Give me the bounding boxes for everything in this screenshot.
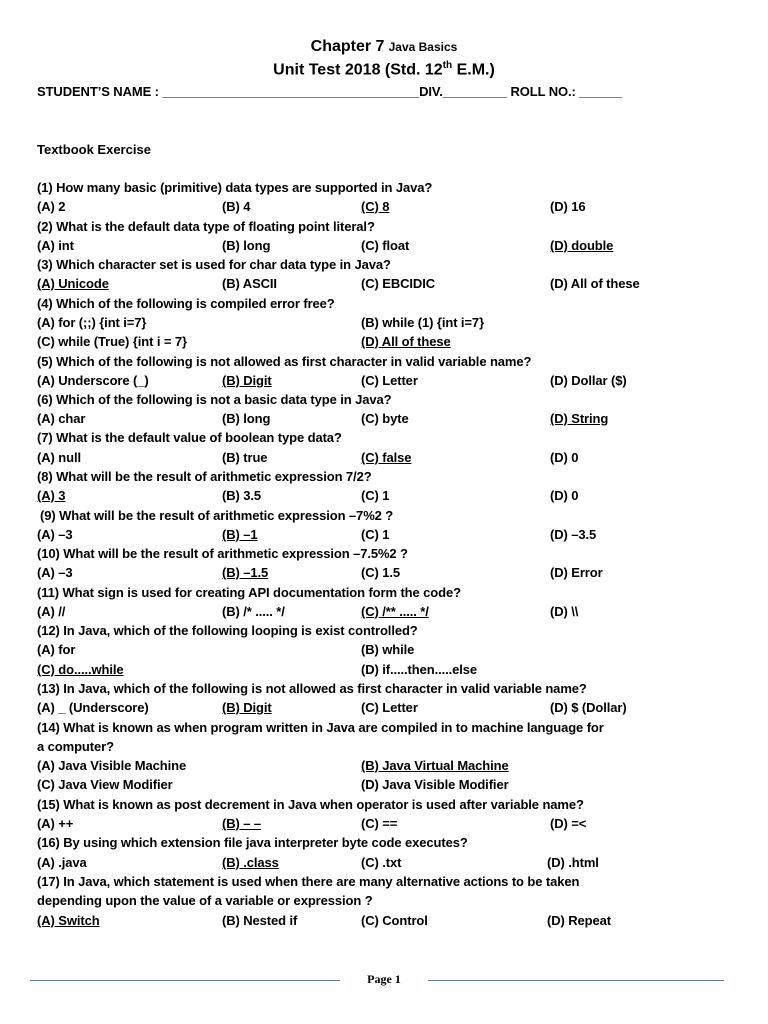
test-title-sup: th: [442, 60, 453, 71]
q13-option-b-answer: (B) Digit: [222, 700, 272, 715]
q4-option-d-answer: (D) All of these: [361, 334, 451, 349]
q2-option-a: (A) int: [37, 238, 74, 253]
q17-option-a-answer: (A) Switch: [37, 913, 100, 928]
question-4: (4) Which of the following is compiled error free?: [37, 296, 335, 311]
test-title-prefix: Unit Test 2018 (Std. 12: [273, 61, 443, 79]
question-13: (13) In Java, which of the following is not allowed as first character in valid variable name?: [37, 681, 587, 696]
q16-option-b-answer: (B) .class: [222, 855, 279, 870]
q15-option-b-answer: (B) – –: [222, 816, 262, 831]
section-title: Textbook Exercise: [37, 142, 151, 157]
q14-option-b-answer: (B) Java Virtual Machine: [361, 758, 509, 773]
q9-option-b-answer: (B) –1: [222, 527, 258, 542]
q1-option-d: (D) 16: [550, 199, 586, 214]
question-17-cont: depending upon the value of a variable or expression ?: [37, 893, 373, 908]
q7-option-a: (A) null: [37, 450, 81, 465]
question-12: (12) In Java, which of the following looping is exist controlled?: [37, 623, 418, 638]
q14-option-d: (D) Java Visible Modifier: [361, 777, 509, 792]
q13-option-a: (A) _ (Underscore): [37, 700, 149, 715]
q8-option-a-answer: (A) 3: [37, 488, 66, 503]
q4-option-b: (B) while (1) {int i=7}: [361, 315, 485, 330]
question-11: (11) What sign is used for creating API documentation form the code?: [37, 585, 461, 600]
q16-option-d: (D) .html: [547, 855, 599, 870]
q4-option-c: (C) while (True) {int i = 7}: [37, 334, 187, 349]
question-7: (7) What is the default value of boolean type data?: [37, 430, 342, 445]
q11-option-c-answer: (C) /** ..... */: [361, 604, 429, 619]
q6-option-c: (C) byte: [361, 411, 409, 426]
q3-option-b: (B) ASCII: [222, 276, 277, 291]
q5-option-c: (C) Letter: [361, 373, 418, 388]
q10-option-d: (D) Error: [550, 565, 603, 580]
q15-option-d: (D) =<: [550, 816, 587, 831]
q17-option-c: (C) Control: [361, 913, 428, 928]
q7-option-b: (B) true: [222, 450, 268, 465]
q8-option-c: (C) 1: [361, 488, 390, 503]
q16-option-c: (C) .txt: [361, 855, 402, 870]
q5-option-b-answer: (B) Digit: [222, 373, 272, 388]
q9-option-a: (A) –3: [37, 527, 73, 542]
q7-option-d: (D) 0: [550, 450, 579, 465]
q2-option-c: (C) float: [361, 238, 410, 253]
q7-option-c-answer: (C) false: [361, 450, 412, 465]
q17-option-b: (B) Nested if: [222, 913, 298, 928]
question-5: (5) Which of the following is not allowed as first character in valid variable name?: [37, 354, 532, 369]
question-14-cont: a computer?: [37, 739, 114, 754]
q10-option-c: (C) 1.5: [361, 565, 401, 580]
question-17: (17) In Java, which statement is used when there are many alternative actions to be taken: [37, 874, 580, 889]
q9-option-d: (D) –3.5: [550, 527, 597, 542]
question-8: (8) What will be the result of arithmetic expression 7/2?: [37, 469, 372, 484]
q2-option-b: (B) long: [222, 238, 271, 253]
question-2: (2) What is the default data type of floating point literal?: [37, 219, 375, 234]
question-16: (16) By using which extension file java interpreter byte code executes?: [37, 835, 468, 850]
q1-option-a: (A) 2: [37, 199, 66, 214]
footer-rule-right: [428, 980, 724, 981]
q3-option-a-answer: (A) Unicode: [37, 276, 109, 291]
chapter-number: Chapter 7: [310, 38, 385, 55]
q10-option-a: (A) –3: [37, 565, 73, 580]
q12-option-c-answer: (C) do.....while: [37, 662, 124, 677]
q2-option-d-answer: (D) double: [550, 238, 614, 253]
q13-option-d: (D) $ (Dollar): [550, 700, 627, 715]
q5-option-a: (A) Underscore (_): [37, 373, 149, 388]
q6-option-b: (B) long: [222, 411, 271, 426]
question-9: (9) What will be the result of arithmetic expression –7%2 ?: [40, 508, 394, 523]
q6-option-a: (A) char: [37, 411, 86, 426]
q3-option-d: (D) All of these: [550, 276, 640, 291]
q11-option-d: (D) \\: [550, 604, 579, 619]
q10-option-b-answer: (B) –1.5: [222, 565, 269, 580]
q12-option-a: (A) for: [37, 642, 76, 657]
q12-option-b: (B) while: [361, 642, 415, 657]
q14-option-c: (C) Java View Modifier: [37, 777, 173, 792]
q4-option-a: (A) for (;;) {int i=7}: [37, 315, 147, 330]
question-10: (10) What will be the result of arithmetic expression –7.5%2 ?: [37, 546, 408, 561]
q8-option-d: (D) 0: [550, 488, 579, 503]
test-title: [0, 60, 768, 79]
chapter-subject: Java Basics: [388, 40, 458, 54]
q6-option-d-answer: (D) String: [550, 411, 609, 426]
q12-option-d: (D) if.....then.....else: [361, 662, 478, 677]
q15-option-c: (C) ==: [361, 816, 398, 831]
q8-option-b: (B) 3.5: [222, 488, 262, 503]
page-number: Page 1: [367, 972, 401, 986]
question-14: (14) What is known as when program written in Java are compiled in to machine language for: [37, 720, 604, 735]
q14-option-a: (A) Java Visible Machine: [37, 758, 187, 773]
question-6: (6) Which of the following is not a basic data type in Java?: [37, 392, 392, 407]
q1-option-c-answer: (C) 8: [361, 199, 390, 214]
q13-option-c: (C) Letter: [361, 700, 418, 715]
question-1: (1) How many basic (primitive) data types are supported in Java?: [37, 180, 433, 195]
q11-option-a: (A) //: [37, 604, 66, 619]
q15-option-a: (A) ++: [37, 816, 74, 831]
q3-option-c: (C) EBCIDIC: [361, 276, 436, 291]
q9-option-c: (C) 1: [361, 527, 390, 542]
q17-option-d: (D) Repeat: [547, 913, 612, 928]
q11-option-b: (B) /* ..... */: [222, 604, 285, 619]
question-15: (15) What is known as post decrement in Java when operator is used after variable name?: [37, 797, 584, 812]
student-info-line: STUDENT’S NAME : ____________________________________DIV._________ ROLL NO.: ______: [37, 84, 623, 99]
test-title-suffix: E.M.): [452, 61, 495, 79]
q1-option-b: (B) 4: [222, 199, 251, 214]
q5-option-d: (D) Dollar ($): [550, 373, 627, 388]
question-3: (3) Which character set is used for char data type in Java?: [37, 257, 391, 272]
q16-option-a: (A) .java: [37, 855, 87, 870]
chapter-title: [0, 38, 768, 56]
